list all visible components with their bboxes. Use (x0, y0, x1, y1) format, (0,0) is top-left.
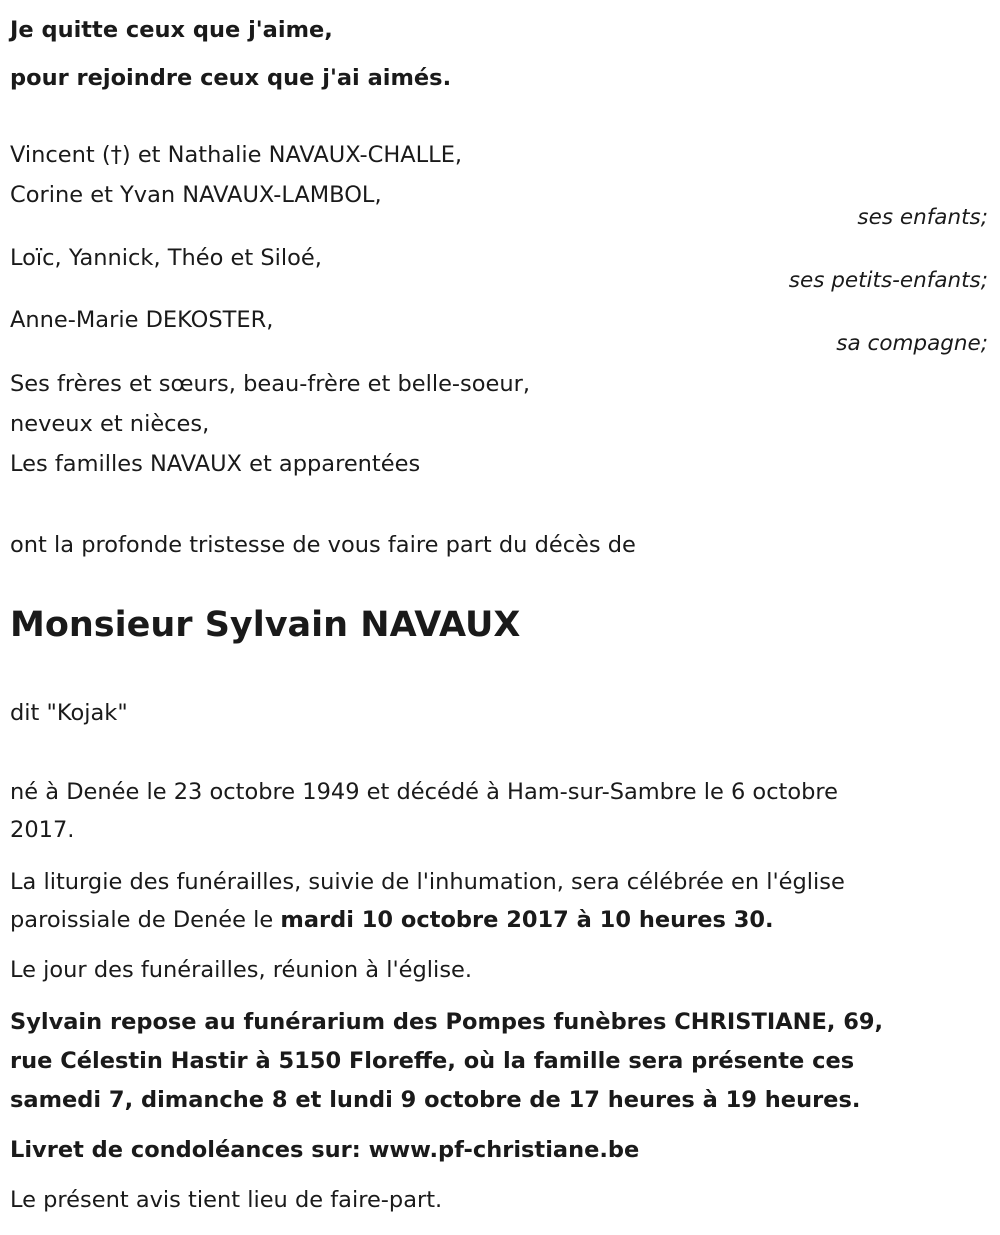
announcement: ont la profonde tristesse de vous faire part du décès de (10, 532, 636, 558)
partner: Anne-Marie DEKOSTER, (10, 307, 274, 333)
children-line-1: Vincent (†) et Nathalie NAVAUX-CHALLE, (10, 142, 463, 168)
deceased-name: Monsieur Sylvain NAVAUX (10, 605, 521, 645)
liturgy-line-2 (10, 905, 774, 935)
liturgy-date: mardi 10 octobre 2017 à 10 heures 30. (280, 907, 774, 933)
liturgy-text: paroissiale de Denée le (10, 907, 281, 933)
birth-death-line-2: 2017. (10, 817, 75, 843)
meeting: Le jour des funérailles, réunion à l'église. (10, 957, 473, 983)
family-line-1: Ses frères et sœurs, beau-frère et belle-soeur, (10, 371, 531, 397)
children-line-2: Corine et Yvan NAVAUX-LAMBOL, (10, 182, 382, 208)
rest-line-1: Sylvain repose au funérarium des Pompes funèbres CHRISTIANE, 69, (10, 1009, 884, 1035)
liturgy-line-1: La liturgie des funérailles, suivie de l'inhumation, sera célébrée en l'église (10, 869, 845, 895)
partner-role: sa compagne; (836, 331, 988, 356)
grandchildren-role: ses petits-enfants; (788, 268, 988, 293)
family-line-3: Les familles NAVAUX et apparentées (10, 451, 421, 477)
rest-line-2: rue Célestin Hastir à 5150 Floreffe, où la famille sera présente ces (10, 1048, 855, 1074)
grandchildren: Loïc, Yannick, Théo et Siloé, (10, 245, 322, 271)
condolences-link[interactable]: Livret de condoléances sur: www.pf-christiane.be (10, 1137, 640, 1163)
nickname: dit "Kojak" (10, 700, 128, 726)
quote-line-1: Je quitte ceux que j'aime, (10, 17, 333, 43)
notice: Le présent avis tient lieu de faire-part. (10, 1187, 443, 1213)
family-line-2: neveux et nièces, (10, 411, 210, 437)
children-role: ses enfants; (857, 205, 988, 230)
rest-line-3: samedi 7, dimanche 8 et lundi 9 octobre de 17 heures à 19 heures. (10, 1087, 861, 1113)
quote-line-2: pour rejoindre ceux que j'ai aimés. (10, 65, 452, 91)
birth-death-line-1: né à Denée le 23 octobre 1949 et décédé à Ham-sur-Sambre le 6 octobre (10, 779, 839, 805)
